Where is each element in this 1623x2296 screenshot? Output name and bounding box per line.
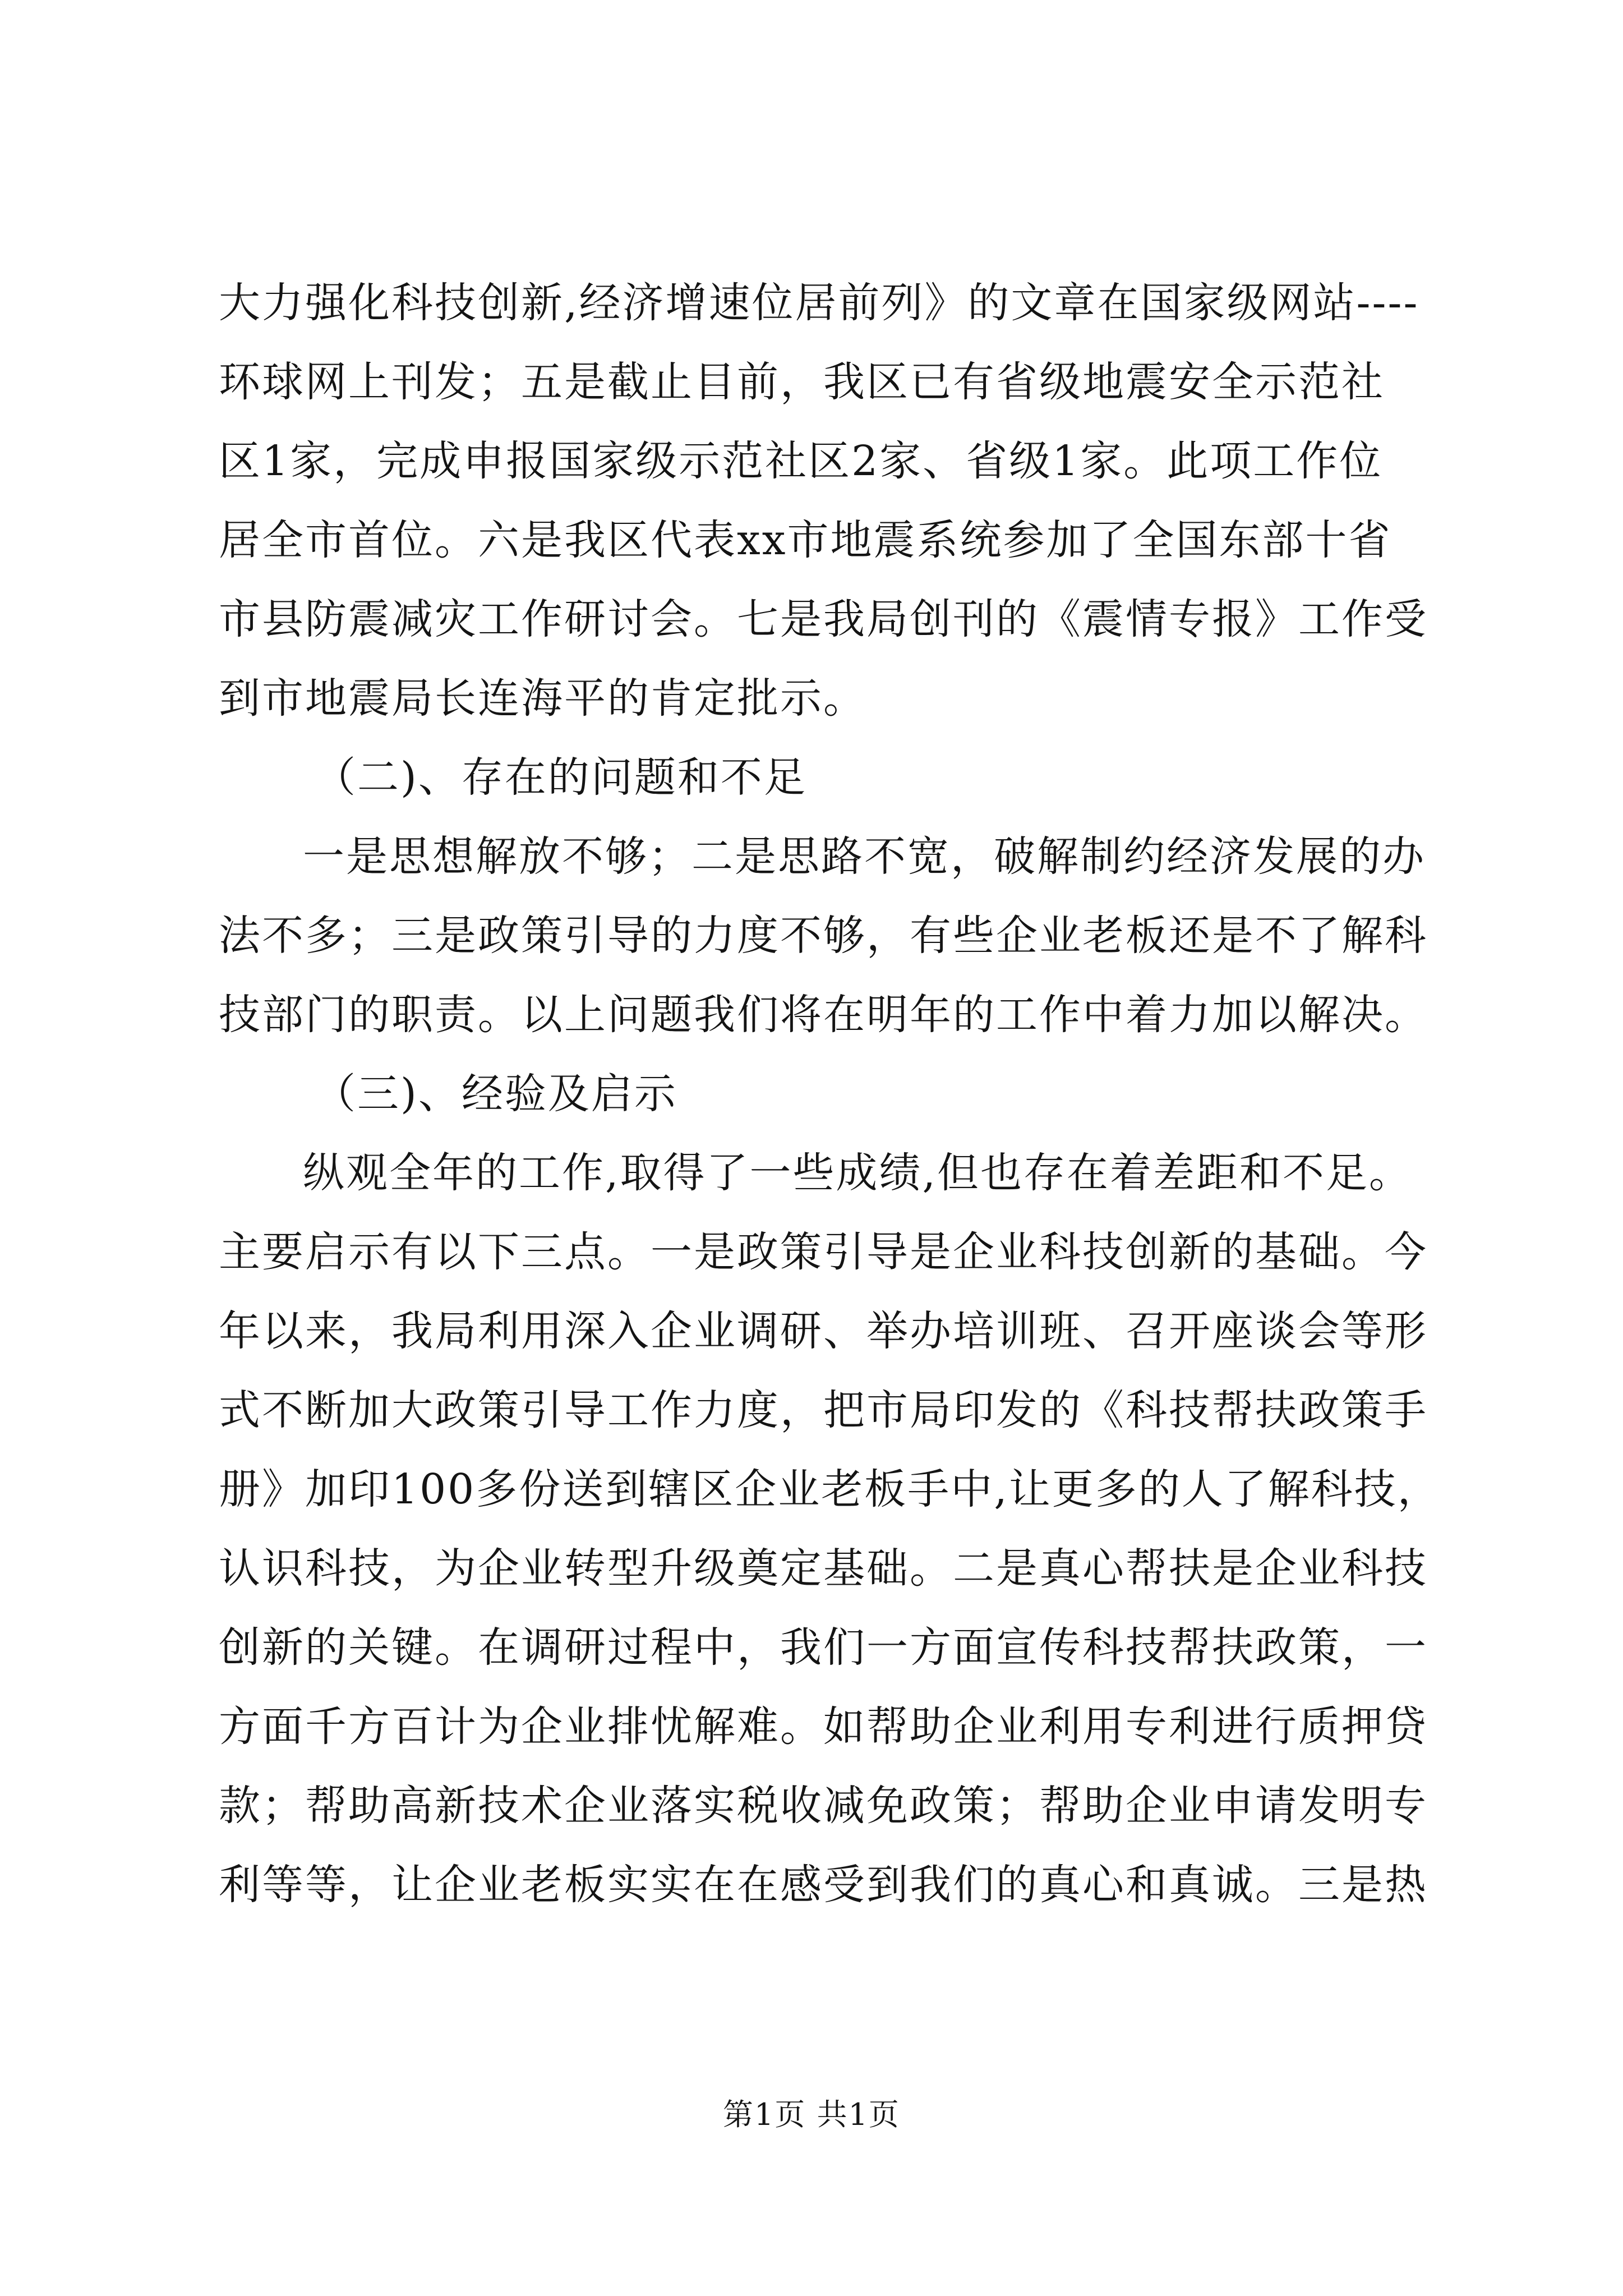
body-line: 技部门的职责。以上问题我们将在明年的工作中着力加以解决。 xyxy=(219,991,1428,1039)
body-line: 环球网上刊发；五是截止目前，我区已有省级地震安全示范社 xyxy=(219,358,1385,406)
section-heading: （三)、经验及启示 xyxy=(314,1070,677,1118)
paragraph-first-line: 一是思想解放不够；二是思路不宽，破解制约经济发展的办 xyxy=(303,832,1426,881)
body-line: 市县防震减灾工作研讨会。七是我局创刊的《震情专报》工作受 xyxy=(219,595,1428,643)
body-line: 式不断加大政策引导工作力度，把市局印发的《科技帮扶政策手 xyxy=(219,1386,1428,1434)
body-line: 大力强化科技创新,经济增速位居前列》的文章在国家级网站---- xyxy=(219,279,1419,327)
body-line: 到市地震局长连海平的肯定批示。 xyxy=(219,674,866,723)
page-number-footer: 第1页 共1页 xyxy=(723,2097,900,2132)
body-line: 款；帮助高新技术企业落实税收减免政策；帮助企业申请发明专 xyxy=(219,1782,1428,1830)
body-line: 年以来，我局利用深入企业调研、举办培训班、召开座谈会等形 xyxy=(219,1307,1428,1355)
body-line: 主要启示有以下三点。一是政策引导是企业科技创新的基础。今 xyxy=(219,1228,1428,1276)
body-line: 方面千方百计为企业排忧解难。如帮助企业利用专利进行质押贷 xyxy=(219,1703,1428,1751)
body-line: 认识科技，为企业转型升级奠定基础。二是真心帮扶是企业科技 xyxy=(219,1544,1428,1593)
document-body xyxy=(219,264,1441,1925)
body-line: 区1家，完成申报国家级示范社区2家、省级1家。此项工作位 xyxy=(219,437,1383,485)
section-heading: （二)、存在的问题和不足 xyxy=(314,753,807,802)
body-line: 居全市首位。六是我区代表xx市地震系统参加了全国东部十省 xyxy=(219,516,1392,564)
paragraph-first-line: 纵观全年的工作,取得了一些成绩,但也存在着差距和不足。 xyxy=(303,1149,1413,1197)
body-line: 利等等，让企业老板实实在在感受到我们的真心和真诚。三是热 xyxy=(219,1861,1428,1909)
body-line: 创新的关键。在调研过程中，我们一方面宣传科技帮扶政策，一 xyxy=(219,1623,1428,1672)
body-line: 法不多；三是政策引导的力度不够，有些企业老板还是不了解科 xyxy=(219,912,1428,960)
body-line: 册》加印100多份送到辖区企业老板手中,让更多的人了解科技， xyxy=(219,1465,1441,1513)
